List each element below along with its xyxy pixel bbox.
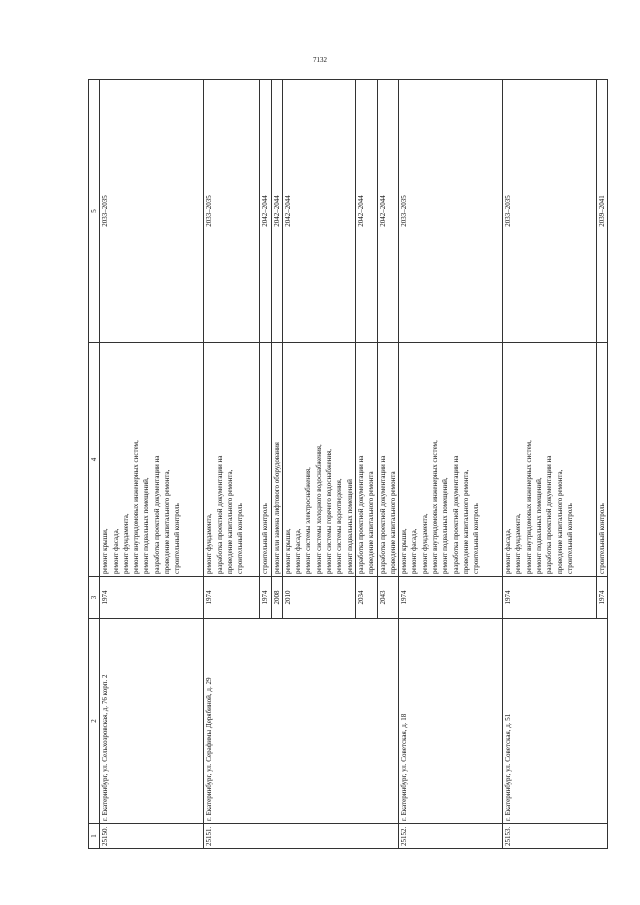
work-line: ремонт фундамента, — [514, 513, 523, 574]
entry-year: 1974 — [100, 577, 204, 619]
work-line: разработка проектной документации на — [545, 455, 554, 574]
work-line: строительный контроль — [261, 503, 270, 574]
work-line: разработка проектной документации на — [451, 455, 460, 574]
entry-number: 25151. — [204, 824, 399, 849]
work-line: проведение капитального ремонта — [388, 471, 397, 574]
header-col-5: 5 — [89, 80, 100, 343]
entry-period: 2033–2035 — [204, 80, 260, 343]
work-line: проведение капитального ремонта, — [555, 469, 564, 574]
work-line: строительный контроль — [565, 503, 574, 574]
entry-number: 25152. — [399, 824, 503, 849]
work-line: ремонт фасада, — [504, 528, 513, 574]
entry-works — [399, 343, 503, 577]
header-col-1: 1 — [89, 824, 100, 849]
work-line: строительный контроль — [598, 503, 607, 574]
work-line: ремонт или замена лифтового оборудования — [272, 442, 281, 574]
entry-works — [260, 343, 271, 577]
entry-period: 2042–2044 — [282, 80, 355, 343]
work-line: ремонт подвальных помещений, — [441, 477, 450, 574]
work-line: ремонт системы водоотведения, — [335, 478, 344, 574]
work-line: строительный контроль — [236, 503, 245, 574]
table-header-row — [89, 80, 100, 849]
work-line: разработка проектной документации на — [378, 455, 387, 574]
entry-works — [100, 343, 204, 577]
entry-number: 25153. — [503, 824, 608, 849]
header-col-4: 4 — [89, 343, 100, 577]
entry-year: 2010 — [282, 577, 355, 619]
entry-address: г. Екатеринбург, ул. Советская, д. 18 — [399, 619, 503, 824]
repair-schedule-table — [88, 79, 608, 849]
entry-year: 2008 — [271, 577, 282, 619]
entry-period: 2042–2044 — [377, 80, 399, 343]
entry-year: 1974 — [503, 577, 597, 619]
entry-year: 1974 — [260, 577, 271, 619]
entry-address: г. Екатеринбург, ул. Советская, д. 51 — [503, 619, 608, 824]
work-line: разработка проектной документации на — [356, 455, 365, 574]
entry-period: 2042–2044 — [260, 80, 271, 343]
entry-works — [503, 343, 597, 577]
work-line: ремонт внутридомовых инженерных систем, — [132, 440, 141, 574]
work-line: ремонт фасада, — [294, 528, 303, 574]
entry-works — [377, 343, 399, 577]
work-line: ремонт фундамента, — [420, 513, 429, 574]
entry-period: 2033–2035 — [100, 80, 204, 343]
entry-year: 1974 — [399, 577, 503, 619]
entry-year: 2034 — [355, 577, 377, 619]
entry-period: 2042–2044 — [271, 80, 282, 343]
work-line: разработка проектной документации на — [215, 455, 224, 574]
entry-period: 2042–2044 — [355, 80, 377, 343]
entry-year: 1974 — [597, 577, 608, 619]
table-row — [503, 80, 597, 849]
rotated-table-area — [88, 80, 609, 849]
work-line: ремонт подвальных помещений, — [535, 477, 544, 574]
work-line: ремонт системы горячего водоснабжения, — [325, 448, 334, 574]
work-line: ремонт крыши, — [283, 528, 292, 574]
work-line: ремонт внутридомовых инженерных систем, — [524, 440, 533, 574]
entry-works — [355, 343, 377, 577]
work-line: ремонт системы холодного водоснабжения, — [314, 444, 323, 574]
page-number: 7132 — [313, 56, 327, 64]
work-line: проведение капитального ремонта, — [225, 469, 234, 574]
work-line: ремонт крыши, — [101, 528, 110, 574]
work-line: ремонт подвальных помещений — [345, 479, 354, 574]
table-row — [204, 80, 260, 849]
work-line: проведение капитального ремонта, — [163, 469, 172, 574]
work-line: строительный контроль — [173, 503, 182, 574]
table-row — [100, 80, 204, 849]
work-line: проведение капитального ремонта, — [461, 469, 470, 574]
entry-period: 2033–2035 — [503, 80, 597, 343]
table-row — [399, 80, 503, 849]
work-line: ремонт фундамента, — [205, 513, 214, 574]
work-line: ремонт фасада, — [410, 528, 419, 574]
work-line: ремонт фундамента, — [121, 513, 130, 574]
work-line: ремонт фасада, — [111, 528, 120, 574]
entry-address: г. Екатеринбург, ул. Сельхозровская, д. 76 корп. 2 — [100, 619, 204, 824]
work-line: ремонт внутридомовых инженерных систем, — [431, 440, 440, 574]
entry-works — [271, 343, 282, 577]
work-line: разработка проектной документации на — [152, 455, 161, 574]
entry-works — [597, 343, 608, 577]
entry-number: 25150. — [100, 824, 204, 849]
header-col-3: 3 — [89, 577, 100, 619]
work-line: строительный контроль — [472, 503, 481, 574]
work-line: проведение капитального ремонта — [367, 471, 376, 574]
work-line: ремонт системы электроснабжения, — [304, 467, 313, 574]
entry-period: 2039–2041 — [597, 80, 608, 343]
entry-year: 1974 — [204, 577, 260, 619]
work-line: ремонт подвальных помещений, — [142, 477, 151, 574]
work-line: ремонт крыши, — [400, 528, 409, 574]
entry-address: г. Екатеринбург, ул. Серафимы Дерябиной, д. 29 — [204, 619, 399, 824]
entry-works — [204, 343, 260, 577]
rotated-table-frame — [88, 80, 609, 849]
header-col-2: 2 — [89, 619, 100, 824]
entry-year: 2043 — [377, 577, 399, 619]
entry-works — [282, 343, 355, 577]
entry-period: 2033–2035 — [399, 80, 503, 343]
